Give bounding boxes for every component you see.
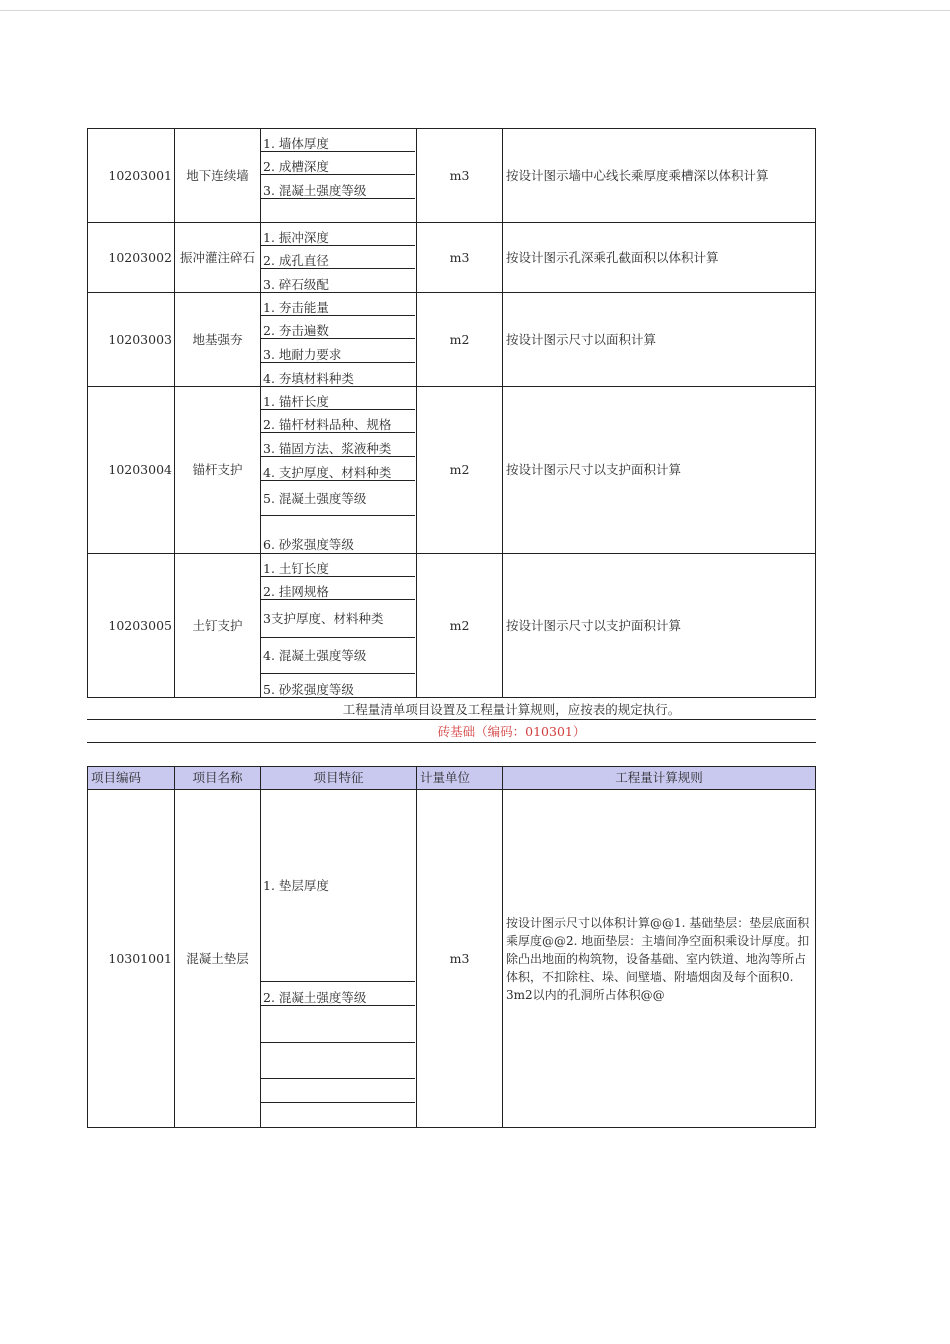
feature-line: 2. 夯击遍数 xyxy=(261,316,415,339)
header-rule: 工程量计算规则 xyxy=(615,770,703,785)
table-row xyxy=(88,129,815,223)
item-code: 10301001 xyxy=(88,790,175,1127)
item-code: 10203005 xyxy=(88,554,175,697)
item-features xyxy=(261,293,417,386)
page-top-rule xyxy=(0,10,950,11)
foundation-table-upper xyxy=(87,128,816,698)
item-rule: 按设计图示尺寸以支护面积计算 xyxy=(506,617,682,633)
feature-line: 5. 砂浆强度等级 xyxy=(263,682,354,697)
feature-line: 2. 锚杆材料品种、规格 xyxy=(261,410,415,433)
feature-line: 4. 夯填材料种类 xyxy=(263,371,354,386)
item-rule: 按设计图示尺寸以面积计算 xyxy=(506,331,657,347)
table-row xyxy=(88,790,815,1127)
item-name: 振冲灌注碎石 xyxy=(175,223,261,292)
feature-line: 1. 墙体厚度 xyxy=(261,129,415,152)
item-name: 地基强夯 xyxy=(175,293,261,386)
section-title: 砖基础（编码：010301） xyxy=(87,721,816,743)
header-feature: 项目特征 xyxy=(261,767,417,789)
feature-line: 3. 地耐力要求 xyxy=(261,339,415,363)
foundation-table-lower xyxy=(87,766,816,1128)
item-name: 土钉支护 xyxy=(175,554,261,697)
feature-line: 1. 垫层厚度 xyxy=(261,790,415,982)
item-unit: m3 xyxy=(417,129,503,222)
item-unit: m2 xyxy=(417,293,503,386)
feature-line: 1. 土钉长度 xyxy=(261,554,415,577)
table-row xyxy=(88,554,815,697)
feature-line xyxy=(261,1079,415,1103)
item-name: 地下连续墙 xyxy=(175,129,261,222)
table-header xyxy=(88,767,815,790)
feature-line: 1. 夯击能量 xyxy=(261,293,415,316)
item-name: 混凝土垫层 xyxy=(175,790,261,1127)
feature-line: 1. 振冲深度 xyxy=(261,223,415,246)
table-note: 工程量清单项目设置及工程量计算规则，应按表的规定执行。 xyxy=(87,700,816,720)
feature-line: 3. 碎石级配 xyxy=(263,277,329,292)
feature-line: 2. 成槽深度 xyxy=(261,152,415,175)
feature-line: 2. 挂网规格 xyxy=(261,577,415,600)
item-code: 10203001 xyxy=(88,129,175,222)
feature-line xyxy=(261,1043,415,1079)
item-name: 锚杆支护 xyxy=(175,387,261,553)
feature-line: 2. 混凝土强度等级 xyxy=(261,982,415,1006)
feature-line xyxy=(261,1006,415,1043)
feature-line: 2. 成孔直径 xyxy=(261,246,415,269)
header-code: 项目编码 xyxy=(88,767,175,789)
feature-line: 3. 混凝土强度等级 xyxy=(261,175,415,199)
feature-line: 1. 锚杆长度 xyxy=(261,387,415,410)
item-features xyxy=(261,790,417,1127)
item-rule: 按设计图示尺寸以体积计算@@1. 基础垫层：垫层底面积乘厚度@@2. 地面垫层：主墙间净空面积乘设计厚度。扣除凸出地面的构筑物，设备基础、室内铁道、地沟等所占体积，不扣除柱、垛、间壁墙、附墙烟囱及每个面积0. 3m2以内的孔洞所占体积@@ xyxy=(506,915,810,1002)
item-rule: 按设计图示孔深乘孔截面积以体积计算 xyxy=(506,249,719,265)
feature-line: 5. 混凝土强度等级 xyxy=(261,481,415,516)
item-code: 10203004 xyxy=(88,387,175,553)
table-row xyxy=(88,223,815,293)
feature-line: 6. 砂浆强度等级 xyxy=(263,537,354,552)
item-features xyxy=(261,554,417,697)
feature-line: 4. 支护厚度、材料种类 xyxy=(261,457,415,481)
item-unit: m3 xyxy=(417,223,503,292)
item-unit: m2 xyxy=(417,387,503,553)
header-name: 项目名称 xyxy=(175,767,261,789)
item-unit: m2 xyxy=(417,554,503,697)
feature-line xyxy=(261,1103,415,1126)
header-unit: 计量单位 xyxy=(417,767,503,789)
feature-line: 3支护厚度、材料种类 xyxy=(261,600,415,638)
item-features xyxy=(261,129,417,222)
item-features xyxy=(261,223,417,292)
feature-line: 4. 混凝土强度等级 xyxy=(261,638,415,674)
item-rule: 按设计图示尺寸以支护面积计算 xyxy=(506,462,682,477)
feature-line xyxy=(261,199,415,222)
item-unit: m3 xyxy=(417,790,503,1127)
feature-line: 3. 锚固方法、浆液种类 xyxy=(261,433,415,457)
item-code: 10203002 xyxy=(88,223,175,292)
item-code: 10203003 xyxy=(88,293,175,386)
item-features xyxy=(261,387,417,553)
item-rule: 按设计图示墙中心线长乘厚度乘槽深以体积计算 xyxy=(506,167,769,183)
table-row xyxy=(88,387,815,554)
table-row xyxy=(88,293,815,387)
